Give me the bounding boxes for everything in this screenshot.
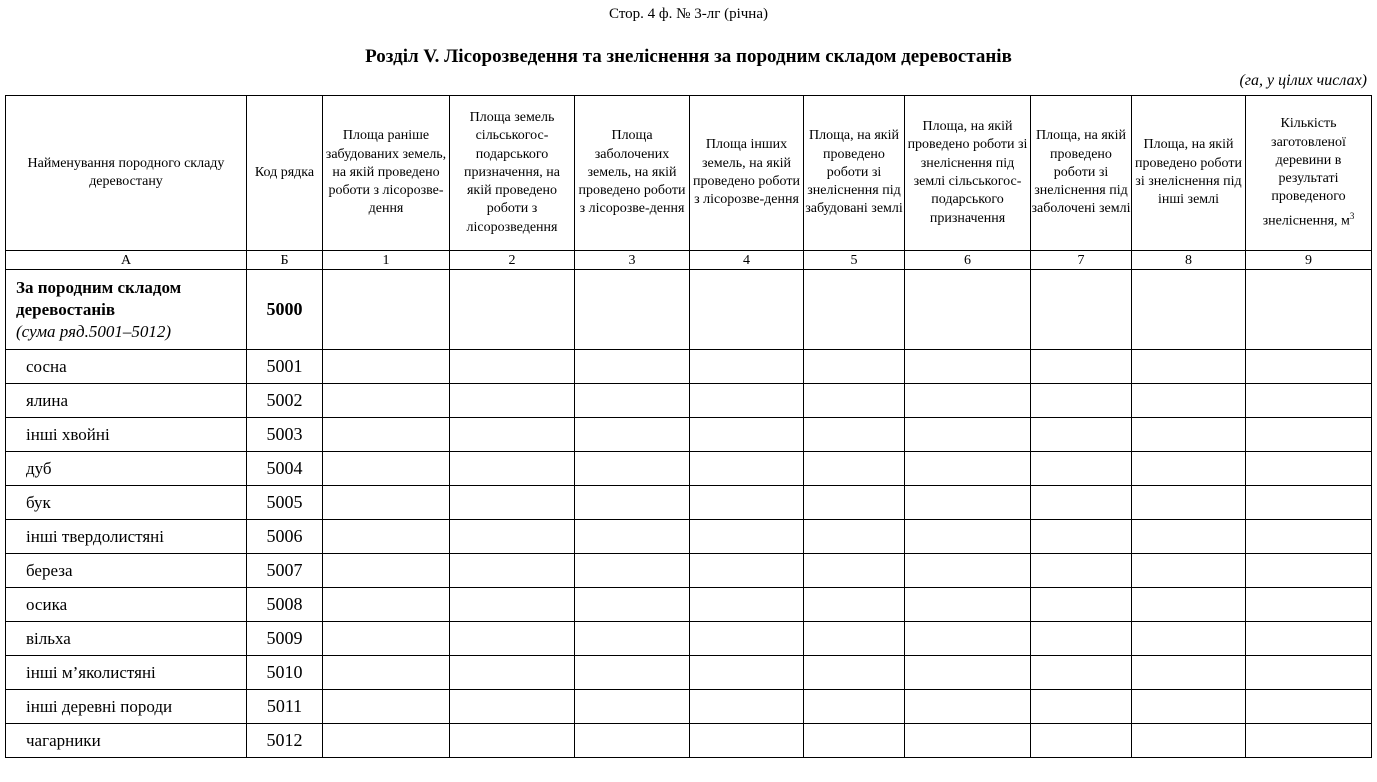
data-cell[interactable] — [905, 384, 1031, 418]
data-cell[interactable] — [804, 486, 905, 520]
data-cell[interactable] — [450, 554, 575, 588]
data-cell[interactable] — [1031, 656, 1132, 690]
data-cell[interactable] — [323, 520, 450, 554]
data-cell[interactable] — [905, 588, 1031, 622]
page-header: Стор. 4 ф. № 3-лг (річна) — [609, 6, 768, 22]
data-cell[interactable] — [1246, 588, 1372, 622]
total-row-label: За породним складом деревостанів — [16, 277, 182, 319]
row-code: 5002 — [247, 384, 323, 418]
data-cell[interactable] — [1031, 418, 1132, 452]
row-name: ялина — [6, 384, 247, 418]
column-letter: 1 — [323, 251, 450, 270]
data-cell[interactable] — [1246, 384, 1372, 418]
data-cell[interactable] — [323, 554, 450, 588]
forest-composition-table — [5, 95, 1372, 758]
data-cell[interactable] — [690, 690, 804, 724]
total-row-code: 5000 — [247, 270, 323, 350]
data-cell[interactable] — [1031, 690, 1132, 724]
data-cell[interactable] — [804, 418, 905, 452]
row-name: сосна — [6, 350, 247, 384]
data-cell[interactable] — [450, 690, 575, 724]
column-letter: 4 — [690, 251, 804, 270]
data-cell[interactable] — [690, 520, 804, 554]
data-cell[interactable] — [323, 452, 450, 486]
data-cell[interactable] — [575, 452, 690, 486]
data-cell[interactable] — [690, 270, 804, 350]
data-cell[interactable] — [1246, 270, 1372, 350]
row-code: 5001 — [247, 350, 323, 384]
row-name: вільха — [6, 622, 247, 656]
data-cell[interactable] — [1031, 588, 1132, 622]
data-cell[interactable] — [323, 724, 450, 758]
col-header-1: Площа раніше забудованих земель, на якій проведено роботи з лісорозве-дення — [323, 96, 450, 251]
data-cell[interactable] — [905, 486, 1031, 520]
data-cell[interactable] — [905, 554, 1031, 588]
data-cell[interactable] — [905, 520, 1031, 554]
data-cell[interactable] — [804, 554, 905, 588]
data-cell[interactable] — [1246, 724, 1372, 758]
row-code: 5012 — [247, 724, 323, 758]
data-cell[interactable] — [1246, 418, 1372, 452]
table-row — [6, 486, 1372, 520]
data-cell[interactable] — [323, 690, 450, 724]
column-letter: 6 — [905, 251, 1031, 270]
col-header-code: Код рядка — [247, 96, 323, 251]
data-cell[interactable] — [323, 622, 450, 656]
data-cell[interactable] — [323, 350, 450, 384]
data-cell[interactable] — [450, 418, 575, 452]
table-row — [6, 588, 1372, 622]
data-cell[interactable] — [1132, 418, 1246, 452]
col-header-4: Площа інших земель, на якій проведено роботи з лісорозве-дення — [690, 96, 804, 251]
column-letter: 2 — [450, 251, 575, 270]
data-cell[interactable] — [1246, 520, 1372, 554]
data-cell[interactable] — [1031, 270, 1132, 350]
data-cell[interactable] — [450, 622, 575, 656]
data-cell[interactable] — [575, 486, 690, 520]
data-cell[interactable] — [323, 486, 450, 520]
data-cell[interactable] — [1031, 350, 1132, 384]
data-cell[interactable] — [575, 724, 690, 758]
data-cell[interactable] — [575, 622, 690, 656]
total-row — [6, 270, 1372, 350]
data-cell[interactable] — [1246, 622, 1372, 656]
row-name: бук — [6, 486, 247, 520]
table-row — [6, 656, 1372, 690]
data-cell[interactable] — [804, 690, 905, 724]
data-cell[interactable] — [575, 554, 690, 588]
row-code: 5010 — [247, 656, 323, 690]
row-code: 5003 — [247, 418, 323, 452]
data-cell[interactable] — [450, 350, 575, 384]
units-note: (га, у цілих числах) — [1239, 72, 1367, 89]
row-code: 5007 — [247, 554, 323, 588]
table-row — [6, 384, 1372, 418]
column-letter: 7 — [1031, 251, 1132, 270]
data-cell[interactable] — [804, 350, 905, 384]
data-cell[interactable] — [575, 270, 690, 350]
data-cell[interactable] — [1246, 656, 1372, 690]
row-name: інші хвойні — [6, 418, 247, 452]
data-cell[interactable] — [323, 588, 450, 622]
data-cell[interactable] — [450, 452, 575, 486]
data-cell[interactable] — [575, 588, 690, 622]
table-row — [6, 350, 1372, 384]
row-name: осика — [6, 588, 247, 622]
data-cell[interactable] — [1246, 350, 1372, 384]
col-header-5: Площа, на якій проведено роботи зі знеліснення під забудовані землі — [804, 96, 905, 251]
data-cell[interactable] — [905, 622, 1031, 656]
data-cell[interactable] — [1031, 554, 1132, 588]
data-cell[interactable] — [450, 270, 575, 350]
data-cell[interactable] — [450, 656, 575, 690]
row-code: 5006 — [247, 520, 323, 554]
data-cell[interactable] — [905, 690, 1031, 724]
table-row — [6, 554, 1372, 588]
data-cell[interactable] — [575, 520, 690, 554]
col-header-8: Площа, на якій проведено роботи зі знеліснення під інші землі — [1132, 96, 1246, 251]
data-cell[interactable] — [1132, 622, 1246, 656]
table-row — [6, 418, 1372, 452]
data-cell[interactable] — [1132, 656, 1246, 690]
data-cell[interactable] — [690, 418, 804, 452]
data-cell[interactable] — [690, 384, 804, 418]
data-cell[interactable] — [804, 622, 905, 656]
table-row — [6, 690, 1372, 724]
col-header-9-sup: 3 — [1349, 210, 1355, 221]
data-cell[interactable] — [323, 270, 450, 350]
data-cell[interactable] — [450, 384, 575, 418]
data-cell[interactable] — [804, 724, 905, 758]
data-cell[interactable] — [690, 350, 804, 384]
data-cell[interactable] — [323, 384, 450, 418]
data-cell[interactable] — [690, 588, 804, 622]
data-cell[interactable] — [450, 588, 575, 622]
data-cell[interactable] — [690, 724, 804, 758]
data-cell[interactable] — [1246, 452, 1372, 486]
row-name: інші деревні породи — [6, 690, 247, 724]
data-cell[interactable] — [690, 622, 804, 656]
data-cell[interactable] — [575, 690, 690, 724]
data-cell[interactable] — [905, 270, 1031, 350]
row-name: береза — [6, 554, 247, 588]
data-cell[interactable] — [1031, 520, 1132, 554]
row-code: 5005 — [247, 486, 323, 520]
col-header-9 — [1246, 96, 1372, 251]
column-letter: 3 — [575, 251, 690, 270]
data-cell[interactable] — [690, 486, 804, 520]
table-row — [6, 452, 1372, 486]
total-row-name — [6, 270, 247, 350]
table-row — [6, 520, 1372, 554]
column-letter: 5 — [804, 251, 905, 270]
column-letters-row — [6, 251, 1372, 270]
data-cell[interactable] — [905, 656, 1031, 690]
col-header-2: Площа земель сільськогос-подарського призначення, на якій проведено роботи з лісорозведення — [450, 96, 575, 251]
data-cell[interactable] — [804, 270, 905, 350]
data-cell[interactable] — [905, 452, 1031, 486]
data-cell[interactable] — [575, 656, 690, 690]
data-cell[interactable] — [1132, 554, 1246, 588]
row-name: чагарники — [6, 724, 247, 758]
data-cell[interactable] — [1031, 486, 1132, 520]
row-code: 5008 — [247, 588, 323, 622]
data-cell[interactable] — [1031, 724, 1132, 758]
row-code: 5011 — [247, 690, 323, 724]
data-cell[interactable] — [1031, 452, 1132, 486]
col-header-7: Площа, на якій проведено роботи зі знеліснення під заболочені землі — [1031, 96, 1132, 251]
data-cell[interactable] — [905, 350, 1031, 384]
column-letter: А — [6, 251, 247, 270]
data-cell[interactable] — [1132, 588, 1246, 622]
data-cell[interactable] — [804, 588, 905, 622]
data-cell[interactable] — [450, 486, 575, 520]
col-header-3: Площа заболочених земель, на якій проведено роботи з лісорозве-дення — [575, 96, 690, 251]
data-cell[interactable] — [804, 452, 905, 486]
data-cell[interactable] — [450, 520, 575, 554]
data-cell[interactable] — [1031, 384, 1132, 418]
row-name: інші твердолистяні — [6, 520, 247, 554]
total-row-note: (сума ряд.5001–5012) — [16, 321, 172, 341]
data-cell[interactable] — [1246, 690, 1372, 724]
data-cell[interactable] — [905, 418, 1031, 452]
data-cell[interactable] — [1132, 690, 1246, 724]
row-name: інші м’яколистяні — [6, 656, 247, 690]
row-code: 5009 — [247, 622, 323, 656]
col-header-9-text: Кількість заготовленої деревини в результаті проведеного знеліснення, м — [1262, 116, 1350, 229]
data-cell[interactable] — [690, 656, 804, 690]
data-cell[interactable] — [1132, 350, 1246, 384]
section-title: Розділ V. Лісорозведення та знеліснення за породним складом деревостанів — [365, 46, 1012, 67]
data-cell[interactable] — [450, 724, 575, 758]
data-cell[interactable] — [1132, 520, 1246, 554]
table-row — [6, 724, 1372, 758]
data-cell[interactable] — [1031, 622, 1132, 656]
data-cell[interactable] — [1132, 384, 1246, 418]
data-cell[interactable] — [1132, 486, 1246, 520]
data-cell[interactable] — [804, 384, 905, 418]
column-letter: Б — [247, 251, 323, 270]
data-cell[interactable] — [575, 350, 690, 384]
data-cell[interactable] — [690, 452, 804, 486]
data-cell[interactable] — [575, 384, 690, 418]
data-cell[interactable] — [804, 520, 905, 554]
data-cell[interactable] — [1246, 486, 1372, 520]
data-cell[interactable] — [1246, 554, 1372, 588]
row-name: дуб — [6, 452, 247, 486]
data-cell[interactable] — [323, 418, 450, 452]
data-cell[interactable] — [1132, 724, 1246, 758]
column-letter: 8 — [1132, 251, 1246, 270]
data-cell[interactable] — [1132, 452, 1246, 486]
data-cell[interactable] — [804, 656, 905, 690]
data-cell[interactable] — [905, 724, 1031, 758]
data-cell[interactable] — [323, 656, 450, 690]
data-cell[interactable] — [1132, 270, 1246, 350]
row-code: 5004 — [247, 452, 323, 486]
data-cell[interactable] — [575, 418, 690, 452]
col-header-6: Площа, на якій проведено роботи зі знеліснення під землі сільськогос-подарського призначення — [905, 96, 1031, 251]
header-row — [6, 96, 1372, 251]
col-header-name: Найменування породного складу деревостану — [6, 96, 247, 251]
data-cell[interactable] — [690, 554, 804, 588]
column-letter: 9 — [1246, 251, 1372, 270]
table-row — [6, 622, 1372, 656]
